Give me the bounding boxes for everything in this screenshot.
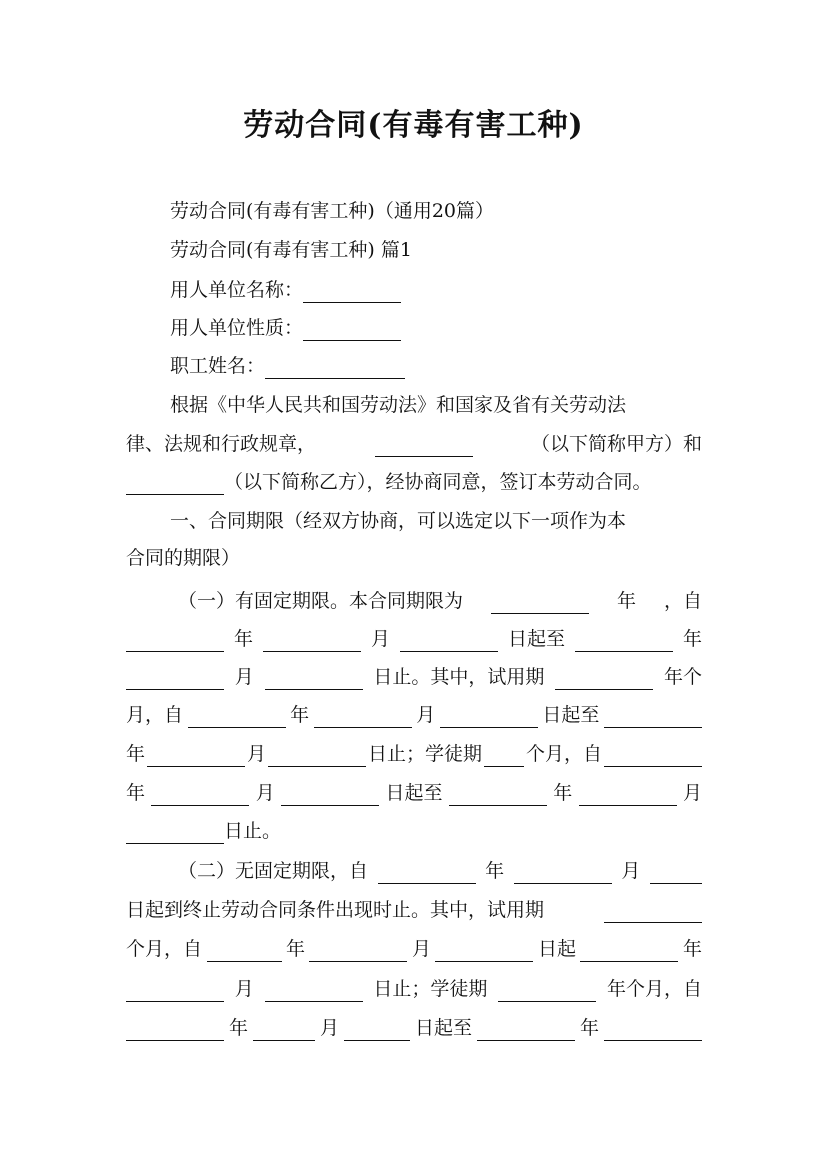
party-a-blank xyxy=(375,436,473,457)
open-term-lead: （二）无固定期限，自 xyxy=(178,860,369,882)
month-label: 月 xyxy=(234,978,254,1000)
probation-start-year-blank xyxy=(188,707,286,728)
month-label: 月 xyxy=(370,628,390,650)
end-probation-label: 日止。其中，试用期 xyxy=(373,666,545,688)
month-label: 月 xyxy=(255,782,275,804)
section-heading: 劳动合同(有毒有害工种) 篇1 xyxy=(170,239,412,261)
clause-1-heading: 一、合同期限（经双方协商，可以选定以下一项作为本 xyxy=(170,510,627,532)
probation-start-day-blank xyxy=(440,707,538,728)
employee-name-blank xyxy=(265,358,405,379)
year-label: 年 xyxy=(485,860,505,882)
open-apprentice-start-month-blank xyxy=(253,1020,315,1041)
fixed-term-line-2 xyxy=(126,626,702,652)
intro-text-2b: （以下简称甲方）和 xyxy=(530,433,702,455)
month-label: 月 xyxy=(682,782,702,804)
employer-nature-label: 用人单位性质： xyxy=(170,317,304,339)
employer-nature-blank xyxy=(303,320,401,341)
open-start-year-blank xyxy=(378,863,476,884)
fixed-term-line-4 xyxy=(126,702,702,728)
probation-end-year-blank xyxy=(604,707,702,728)
apprentice-start-month-blank xyxy=(151,785,249,806)
month-label: 月 xyxy=(411,938,431,960)
apprentice-end-day-blank xyxy=(126,823,224,844)
employer-name-row xyxy=(170,277,702,303)
year-label: 年 xyxy=(233,628,253,650)
document-subtitle: 劳动合同(有毒有害工种)（通用20篇） xyxy=(170,200,495,222)
year-label: 年 xyxy=(228,1017,248,1039)
year-label: 年 xyxy=(126,743,146,765)
end-month-blank xyxy=(126,669,224,690)
month-label: 月 xyxy=(234,666,254,688)
open-probation-start-month-blank xyxy=(309,941,407,962)
open-probation-end-month-blank xyxy=(126,981,224,1002)
month-label: 月 xyxy=(319,1017,339,1039)
open-term-line-1 xyxy=(178,858,702,884)
year-label: 年 xyxy=(682,628,702,650)
employer-name-label: 用人单位名称： xyxy=(170,279,304,301)
party-b-blank xyxy=(126,474,224,495)
intro-line-2 xyxy=(126,431,702,457)
year-label: 年 xyxy=(285,938,305,960)
open-probation-start-year-blank xyxy=(207,941,282,962)
fixed-term-line-6 xyxy=(126,780,702,806)
month-label: 月 xyxy=(621,860,641,882)
year-label: 年 xyxy=(579,1017,599,1039)
apprentice-end-month-blank xyxy=(579,785,677,806)
start-year-blank xyxy=(126,631,224,652)
employer-nature-row xyxy=(170,315,702,341)
open-probation-start-day-blank xyxy=(435,941,533,962)
fixed-term-line-5 xyxy=(126,741,702,767)
open-apprentice-end-year-blank xyxy=(477,1020,575,1041)
fixed-term-line-3 xyxy=(126,664,702,690)
year-ge-label: 年个 xyxy=(663,666,702,688)
end-year-blank xyxy=(575,631,673,652)
fixed-term-line-1 xyxy=(178,588,702,614)
clause-1-heading-cont: 合同的期限） xyxy=(126,547,241,569)
open-term-line-3 xyxy=(126,936,702,962)
apprentice-start-day-blank xyxy=(281,785,379,806)
intro-line-3 xyxy=(126,469,702,495)
open-term-line-2 xyxy=(126,897,702,923)
open-apprentice-start-day-blank xyxy=(344,1020,410,1041)
employer-name-blank xyxy=(303,282,401,303)
open-probation-end-day-blank xyxy=(265,981,363,1002)
apprentice-months-blank xyxy=(484,746,524,767)
intro-text-2a: 律、法规和行政规章， xyxy=(126,433,317,455)
year-months-from-label: 年个月，自 xyxy=(606,978,702,1000)
year-label: 年 xyxy=(682,938,702,960)
open-start-month-blank xyxy=(514,863,612,884)
open-probation-end-year-blank xyxy=(580,941,678,962)
from-label: ，自 xyxy=(663,590,702,612)
term-years-blank xyxy=(491,593,589,614)
open-probation-blank xyxy=(604,902,702,923)
months-from-label: 个月，自 xyxy=(126,938,203,960)
day-until-label: 日起至 xyxy=(507,628,565,650)
apprentice-start-year-blank xyxy=(604,746,702,767)
months-from-label: 个月，自 xyxy=(525,743,602,765)
day-until-label: 日起至 xyxy=(414,1017,472,1039)
month-label: 月 xyxy=(416,704,436,726)
month-label: 月 xyxy=(246,743,266,765)
open-apprentice-blank xyxy=(498,981,596,1002)
year-label: 年 xyxy=(126,782,146,804)
intro-line-1 xyxy=(170,392,702,418)
probation-end-month-blank xyxy=(147,746,245,767)
year-label: 年 xyxy=(290,704,310,726)
fixed-term-line-7 xyxy=(126,818,702,844)
apprentice-end-year-blank xyxy=(449,785,547,806)
start-month-blank xyxy=(263,631,361,652)
open-apprentice-end-month-blank xyxy=(604,1020,702,1041)
start-day-blank xyxy=(400,631,498,652)
employee-name-row xyxy=(170,353,702,379)
year-label: 年 xyxy=(553,782,573,804)
document-title: 劳动合同(有毒有害工种) xyxy=(243,108,584,143)
probation-start-month-blank xyxy=(314,707,412,728)
month-from-label: 月，自 xyxy=(126,704,184,726)
apprentice-label: 日止；学徒期 xyxy=(367,743,482,765)
fixed-term-lead: （一）有固定期限。本合同期限为 xyxy=(178,590,464,612)
employee-name-label: 职工姓名： xyxy=(170,355,266,377)
year-label: 年 xyxy=(616,590,636,612)
end-day-blank xyxy=(265,669,363,690)
probation-blank xyxy=(555,669,653,690)
intro-text-1: 根据《中华人民共和国劳动法》和国家及省有关劳动法 xyxy=(170,394,627,416)
open-apprentice-start-year-blank xyxy=(126,1020,224,1041)
open-start-day-blank xyxy=(650,863,702,884)
probation-end-day-blank xyxy=(268,746,366,767)
intro-text-3: （以下简称乙方），经协商同意，签订本劳动合同。 xyxy=(224,471,652,493)
open-term-line-5 xyxy=(126,1015,702,1041)
day-start-label: 日起 xyxy=(537,938,576,960)
apprentice-label: 日止；学徒期 xyxy=(373,978,488,1000)
day-until-label: 日起至 xyxy=(542,704,600,726)
day-until-label: 日起至 xyxy=(385,782,443,804)
open-term-text-2: 日起到终止劳动合同条件出现时止。其中，试用期 xyxy=(126,899,545,921)
end-label: 日止。 xyxy=(224,820,282,842)
open-term-line-4 xyxy=(126,976,702,1002)
